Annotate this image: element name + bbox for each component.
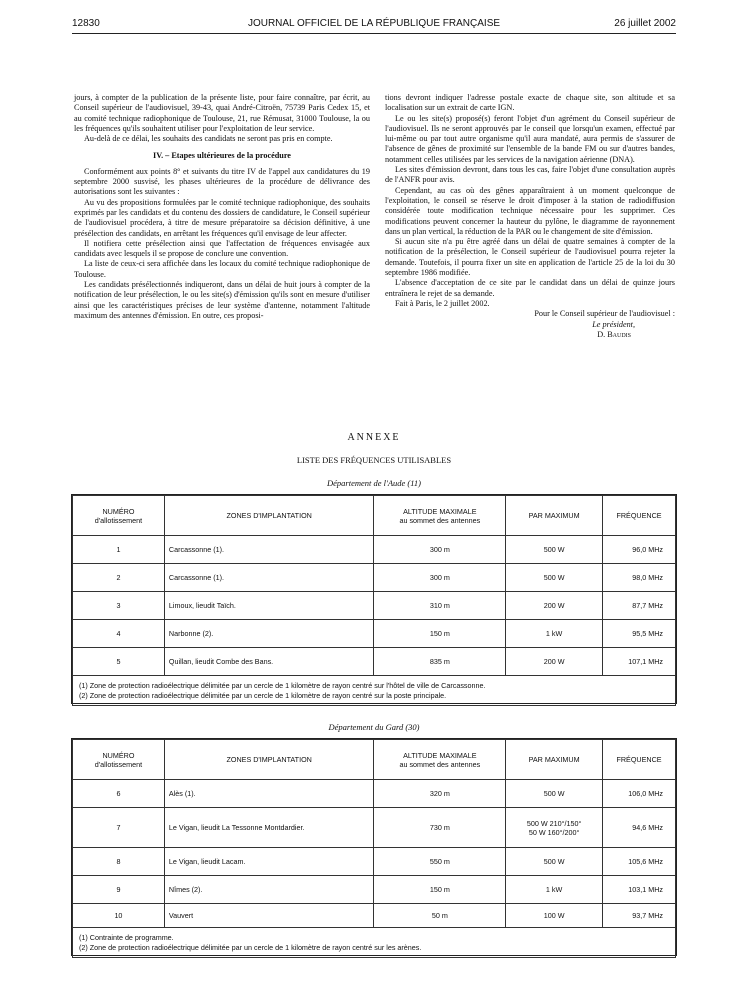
page-number: 12830	[72, 18, 100, 29]
gard-table	[72, 739, 676, 958]
paragraph: Les candidats présélectionnés indiqueront, dans un délai de huit jours à compter de la notification de leur présélection, le ou les site(s) d'émission qu'ils sont en mesure d'utiliser ainsi que les caractéristiques précises de leur système d'antenne, notamment l'altitude maximum des antennes d'émission. En outre, ces proposi-	[74, 280, 370, 320]
page-header	[72, 18, 676, 32]
table-row: 10 Vauvert 50 m 100 W 93,7 MHz	[73, 904, 676, 928]
annexe-subtitle: LISTE DES FRÉQUENCES UTILISABLES	[296, 455, 452, 465]
col-num: NUMÉRO d'allotissement	[73, 496, 165, 536]
col-par: PAR MAXIMUM	[506, 496, 603, 536]
table-row: 9 Nîmes (2). 150 m 1 kW 103,1 MHz	[73, 876, 676, 904]
paragraph: La liste de ceux-ci sera affichée dans les locaux du comité technique radiophonique de Toulouse.	[74, 259, 370, 279]
footnote: (1) Contrainte de programme.	[79, 933, 174, 942]
col-zones: ZONES D'IMPLANTATION	[164, 740, 374, 780]
table-row: 6 Alès (1). 320 m 500 W 106,0 MHz	[73, 780, 676, 808]
table-row: 2 Carcassonne (1). 300 m 500 W 98,0 MHz	[73, 564, 676, 592]
table-row: 3 Limoux, lieudit Taïch. 310 m 200 W 87,7 MHz	[73, 592, 676, 620]
section-heading: IV. – Etapes ultérieures de la procédure	[153, 151, 291, 161]
paragraph: L'absence d'acceptation de ce site par le candidat dans un délai de quinze jours entraînera le rejet de sa demande.	[385, 278, 675, 298]
col-num: NUMÉRO d'allotissement	[73, 740, 165, 780]
aude-table	[72, 495, 676, 706]
paragraph: Il notifiera cette présélection ainsi que l'affectation de fréquences envisagée aux candidats avec lesquels il se propose de conclure une convention.	[74, 238, 370, 259]
left-column	[74, 93, 370, 321]
paragraph: Conformément aux points 8° et suivants du titre IV de l'appel aux candidatures du 19 septembre 2000 susvisé, les phases ultérieures de la procédure de délivrance des autorisations sont les suivantes :	[74, 166, 370, 197]
col-par: PAR MAXIMUM	[506, 740, 603, 780]
paragraph: Au vu des propositions formulées par le comité technique radiophonique, des souhaits exprimés par les candidats et du contenu des dossiers de candidature, le Conseil supérieur de l'audiovisuel procédera, à titre de mesure préparatoire sa décision définitive, à une présélection des candidats, en arrêtant les fréquences qu'il envisage de leur affecter.	[74, 197, 370, 238]
table-row: 1 Carcassonne (1). 300 m 500 W 96,0 MHz	[73, 536, 676, 564]
paragraph: Le ou les site(s) proposé(s) feront l'objet d'un agrément du Conseil supérieur de l'audiovisuel. Ils ne seront approuvés par le conseil que lorsqu'un examen, effectué par lui-même ou par tout autre organisme qu'il aura mandaté, aura permis de s'assurer de l'absence de gênes de proximité sur l'ensemble de la bande FM ou sur d'autres bandes, notamment celles utilisées par les services de la navigation aérienne (DNA).	[385, 113, 675, 164]
col-zones: ZONES D'IMPLANTATION	[164, 496, 374, 536]
footnote: (2) Zone de protection radioélectrique délimitée par un cercle de 1 kilomètre de rayon centré sur la poste principale.	[79, 690, 447, 700]
aude-title: Département de l'Aude (11)	[327, 478, 421, 488]
col-alt: ALTITUDE MAXIMALE au sommet des antennes	[374, 740, 506, 780]
right-column	[385, 93, 675, 340]
signature-name: D. Baudis	[597, 329, 631, 339]
table-row: 7 Le Vigan, lieudit La Tessonne Montdardier. 730 m 500 W 210°/150° 50 W 160°/200° 94,6 MHz	[73, 808, 676, 848]
paragraph: jours, à compter de la publication de la présente liste, pour faire connaître, par écrit, au Conseil supérieur de l'audiovisuel, 39-43, quai André-Citroën, 75739 Paris Cedex 15, et au comité technique radiophonique de Toulouse, 21, rue Rémusat, 31000 Toulouse, la ou les fréquences qu'ils souhaitent utiliser pour l'exploitation de leur service.	[74, 93, 370, 133]
header-rule	[72, 33, 676, 34]
paragraph: tions devront indiquer l'adresse postale exacte de chaque site, son altitude et sa localisation sur un extrait de carte IGN.	[385, 93, 675, 113]
table-row: 5 Quillan, lieudit Combe des Bans. 835 m 200 W 107,1 MHz	[73, 648, 676, 676]
table-header-row	[73, 496, 676, 536]
col-freq: FRÉQUENCE	[603, 496, 676, 536]
footnote: (2) Zone de protection radioélectrique délimitée par un cercle de 1 kilomètre de rayon centré sur les arènes.	[79, 942, 422, 952]
journal-title: JOURNAL OFFICIEL DE LA RÉPUBLIQUE FRANÇAISE	[247, 18, 501, 29]
col-alt: ALTITUDE MAXIMALE au sommet des antennes	[374, 496, 506, 536]
gard-title: Département du Gard (30)	[328, 722, 420, 732]
signature-title: Le président,	[592, 319, 635, 329]
notes-row	[73, 676, 676, 706]
table-header-row	[73, 740, 676, 780]
table-row: 8 Le Vigan, lieudit Lacam. 550 m 500 W 105,6 MHz	[73, 848, 676, 876]
signature-line: Pour le Conseil supérieur de l'audiovisuel :	[534, 309, 675, 319]
paragraph: Cependant, au cas où des gênes apparaîtraient à un moment quelconque de l'exploitation, le conseil se réserve le droit d'imposer à la station de radiodiffusion considérée toute modification technique nécessaire pour les supprimer. Ces modifications peuvent concerner la hauteur du pylône, le diagramme de rayonnement dans un plan vertical, la réduction de la PAR ou le changement de site d'émission.	[385, 185, 675, 236]
paragraph: Fait à Paris, le 2 juillet 2002.	[395, 298, 490, 308]
publication-date: 26 juillet 2002	[614, 18, 676, 29]
paragraph: Les sites d'émission devront, dans tous les cas, faire l'objet d'une consultation auprès de l'ANFR pour avis.	[385, 165, 675, 185]
paragraph: Si aucun site n'a pu être agréé dans un délai de quatre semaines à compter de la notification de la présélection, le Conseil supérieur de l'audiovisuel pourra rejeter la demande. Toutefois, il pourra fixer un site en application de l'article 25 de la loi du 30 septembre 1986 modifiée.	[385, 237, 675, 278]
table-row: 4 Narbonne (2). 150 m 1 kW 95,5 MHz	[73, 620, 676, 648]
col-freq: FRÉQUENCE	[603, 740, 676, 780]
notes-row	[73, 928, 676, 958]
annexe-title: ANNEXE	[347, 432, 401, 443]
footnote: (1) Zone de protection radioélectrique délimitée par un cercle de 1 kilomètre de rayon centré sur l'hôtel de ville de Carcassonne.	[79, 681, 486, 690]
paragraph: Au-delà de ce délai, les souhaits des candidats ne seront pas pris en compte.	[84, 134, 333, 144]
